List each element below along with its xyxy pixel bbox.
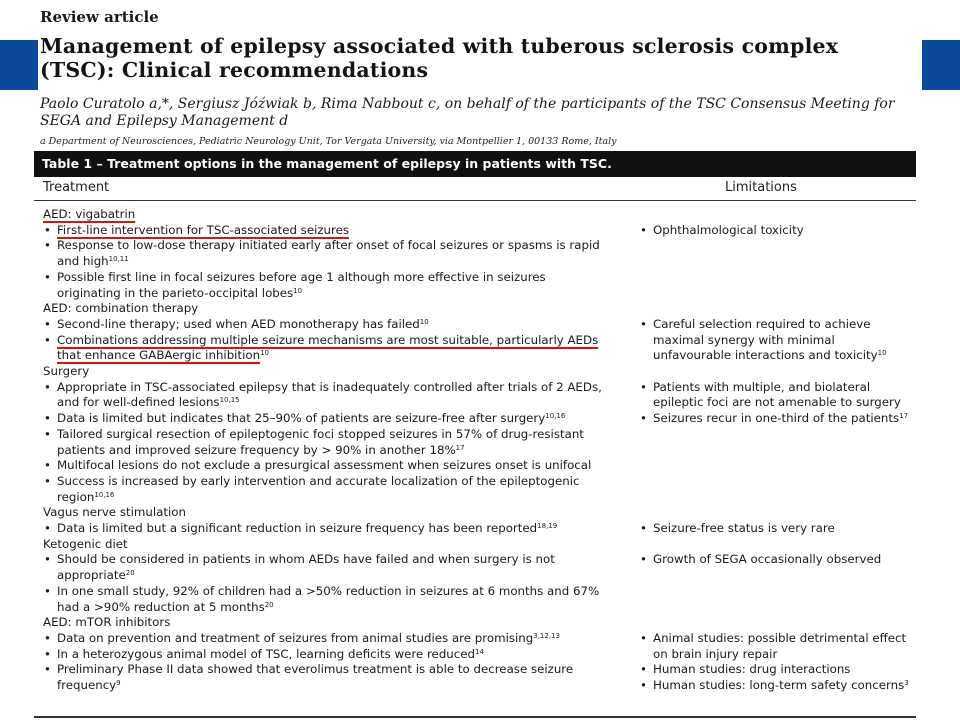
affiliation: a Department of Neurosciences, Pediatric Neurology Unit, Tor Vergata University, via Montpellier 1, 00133 Rome, Italy [40,136,617,147]
limitation-cell [613,223,916,302]
limitation-text: Patients with multiple, and biolateral epileptic foci are not amenable to surgery [653,379,901,410]
treatment-bullet [43,223,613,239]
reference-superscript: 20 [264,600,274,609]
treatment-cell [43,521,613,537]
limitation-bullet [639,317,916,364]
treatment-text: Response to low-dose therapy initiated early after onset of focal seizures or spasms is rapid and high [57,238,600,269]
treatment-bullet [43,317,613,333]
reference-superscript: 14 [475,647,484,656]
reference-superscript: 10,16 [94,490,115,499]
article-title: Management of epilepsy associated with tuberous sclerosis complex (TSC): Clinical recommendations [40,34,839,82]
section-heading: AED: vigabatrin [43,207,136,221]
table-header-rule [34,200,916,201]
right-blue-bar [922,40,960,90]
treatment-bullet [43,333,613,364]
treatment-bullet [43,584,613,615]
limitation-text: Human studies: long-term safety concerns [653,678,905,693]
table-bottom-rule [34,716,916,718]
section-heading-spacer [613,364,916,380]
limitation-cell [613,380,916,506]
section-heading-spacer [613,537,916,553]
reference-superscript: 20 [125,569,135,578]
limitation-bullet [639,678,916,694]
limitation-bullet [639,631,916,662]
treatment-cell [43,380,613,506]
treatment-bullet [43,662,613,693]
treatment-bullet [43,270,613,301]
limitation-bullet [639,662,916,678]
reference-superscript: 10 [260,349,269,358]
treatment-text: Preliminary Phase II data showed that everolimus treatment is able to decrease seizure frequency [57,662,574,693]
limitation-bullet [639,223,916,239]
limitation-text: Animal studies: possible detrimental effect on brain injury repair [653,630,907,661]
reference-superscript: 10,15 [219,396,240,405]
section-heading-spacer [613,615,916,631]
left-blue-bar [0,40,38,90]
section-heading: AED: mTOR inhibitors [43,615,171,630]
reference-superscript: 10,16 [545,412,566,421]
treatment-bullet [43,552,613,583]
reference-superscript: 10 [877,349,887,358]
treatment-bullet [43,427,613,458]
reference-superscript: 3 [904,679,909,688]
treatment-cell [43,631,613,694]
column-header-limitations: Limitations [725,180,797,195]
treatment-table [43,207,916,694]
treatment-text: Should be considered in patients in whom AEDs have failed and when surgery is not appropriate [57,552,555,583]
treatment-text: In one small study, 92% of children had a >50% reduction in seizures at 6 months and 67% had a >90% reduction at 5 months [57,583,600,614]
table-caption: Table 1 – Treatment options in the management of epilepsy in patients with TSC. [34,151,916,177]
limitation-bullet [639,411,916,427]
reference-superscript: 18,19 [537,522,558,531]
treatment-text: Second-line therapy; used when AED monotherapy has failed [57,316,420,331]
limitation-cell [613,631,916,694]
reference-superscript: 10 [293,286,303,295]
limitation-text: Seizure-free status is very rare [653,521,835,536]
treatment-bullet [43,474,613,505]
treatment-text: Appropriate in TSC-associated epilepsy that is inadequately controlled after trials of 2 AEDs, and for well-defined lesions [57,379,602,410]
treatment-bullet [43,458,613,474]
treatment-bullet [43,238,613,269]
section-heading: Ketogenic diet [43,536,128,551]
treatment-bullet [43,521,613,537]
treatment-text: Multifocal lesions do not exclude a presurgical assessment when seizures onset is unifocal [57,458,592,473]
treatment-text: Combinations addressing multiple seizure mechanisms are most suitable, particularly AEDs that enhance GABAergic inhibition [57,332,599,363]
limitation-bullet [639,380,916,411]
section-heading-spacer [613,301,916,317]
limitation-text: Human studies: drug interactions [653,662,851,677]
reference-superscript: 10,11 [108,255,129,264]
treatment-text: Possible first line in focal seizures before age 1 although more effective in seizures originating in the parieto-occipital lobes [57,269,546,300]
treatment-text: Tailored surgical resection of epileptogenic foci stopped seizures in 57% of drug-resistant patients and improved seizure frequency by > 90% in another 18% [57,426,584,457]
author-list: Paolo Curatolo a,*, Sergiusz Jóźwiak b, Rima Nabbout c, on behalf of the participants of the TSC Consensus Meeting for SEGA and Epilepsy Management d [40,96,895,129]
treatment-bullet [43,647,613,663]
reference-superscript: 10 [419,317,429,326]
section-heading: AED: combination therapy [43,301,199,316]
limitation-text: Careful selection required to achieve maximal synergy with minimal unfavourable interactions and toxicity [653,316,878,363]
section-heading-spacer [613,505,916,521]
reference-superscript: 17 [899,412,909,421]
section-heading: Vagus nerve stimulation [43,505,186,520]
treatment-cell [43,552,613,615]
treatment-bullet [43,411,613,427]
limitation-text: Ophthalmological toxicity [653,222,804,237]
treatment-text: Data is limited but indicates that 25–90% of patients are seizure-free after surgery [57,411,546,426]
limitation-cell [613,317,916,364]
treatment-text: Data on prevention and treatment of seizures from animal studies are promising [57,630,534,645]
limitation-bullet [639,521,916,537]
section-heading-spacer [613,207,916,223]
treatment-text: Success is increased by early intervention and accurate localization of the epileptogenic region [57,473,580,504]
limitation-text: Growth of SEGA occasionally observed [653,552,882,567]
treatment-text: First-line intervention for TSC-associated seizures [57,222,350,237]
limitation-cell [613,552,916,615]
treatment-cell [43,223,613,302]
section-heading: Surgery [43,364,90,379]
reference-superscript: 3,12,13 [533,631,560,640]
limitation-cell [613,521,916,537]
treatment-text: Data is limited but a significant reduction in seizure frequency has been reported [57,521,538,536]
treatment-bullet [43,631,613,647]
limitation-bullet [639,552,916,568]
reference-superscript: 17 [455,443,465,452]
treatment-cell [43,317,613,364]
column-header-treatment: Treatment [43,180,110,195]
article-type: Review article [40,8,159,26]
limitation-text: Seizures recur in one-third of the patients [653,411,900,426]
treatment-bullet [43,380,613,411]
reference-superscript: 9 [116,679,121,688]
treatment-text: In a heterozygous animal model of TSC, learning deficits were reduced [57,646,476,661]
